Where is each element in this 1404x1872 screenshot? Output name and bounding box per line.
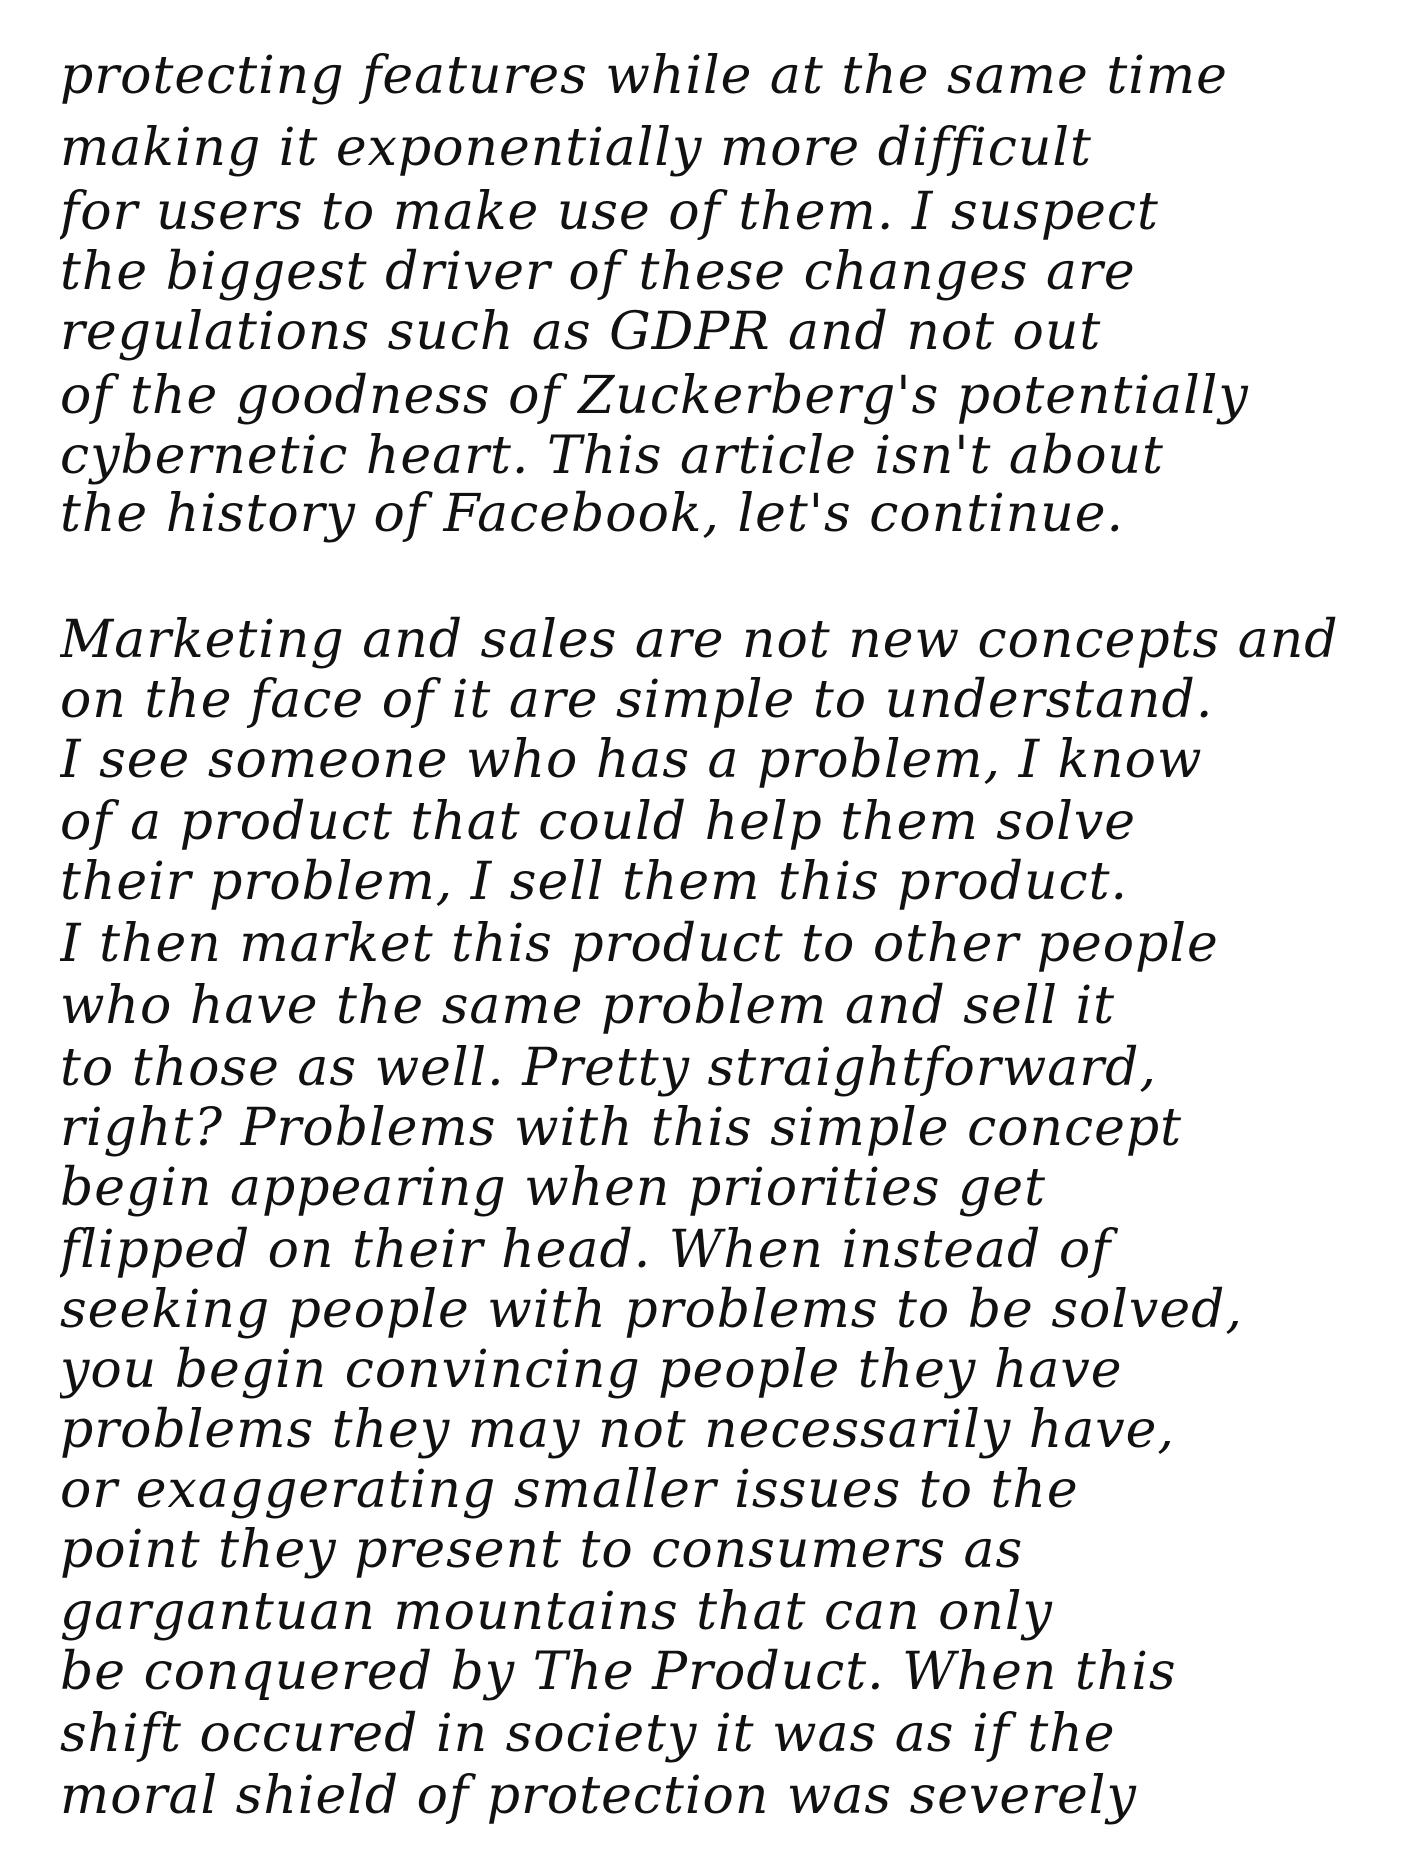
text-line: on the face of it are simple to understand. [60, 670, 1214, 730]
text-line: who have the same problem and sell it [60, 976, 1116, 1036]
text-line: problems they may not necessarily have, [60, 1400, 1175, 1460]
text-line: Marketing and sales are not new concepts and [60, 610, 1339, 670]
text-line: moral shield of protection was severely [60, 1766, 1137, 1826]
text-line: I see someone who has a problem, I know [60, 730, 1203, 790]
text-line: gargantuan mountains that can only [60, 1582, 1053, 1642]
text-line: seeking people with problems to be solved, [60, 1280, 1243, 1340]
text-line: shift occured in society it was as if the [60, 1704, 1116, 1764]
text-line: or exaggerating smaller issues to the [60, 1460, 1079, 1520]
text-line: their problem, I sell them this product. [60, 852, 1129, 912]
text-line: flipped on their head. When instead of [60, 1220, 1112, 1280]
text-line: I then market this product to other people [60, 914, 1219, 974]
text-line: to those as well. Pretty straightforward, [60, 1038, 1157, 1098]
text-line: protecting features while at the same time [60, 46, 1228, 106]
text-line: cybernetic heart. This article isn't about [60, 426, 1164, 486]
text-line: begin appearing when priorities get [60, 1158, 1046, 1218]
text-line: regulations such as GDPR and not out [60, 302, 1102, 362]
text-line: of the goodness of Zuckerberg's potentially [60, 366, 1249, 426]
text-line: the biggest driver of these changes are [60, 242, 1136, 302]
text-line: be conquered by The Product. When this [60, 1642, 1177, 1702]
text-line: of a product that could help them solve [60, 792, 1137, 852]
text-line: you begin convincing people they have [60, 1340, 1123, 1400]
text-line: for users to make use of them. I suspect [60, 182, 1159, 242]
text-line: point they present to consumers as [60, 1520, 1024, 1580]
text-line: right? Problems with this simple concept [60, 1098, 1183, 1158]
text-line: making it exponentially more difficult [60, 118, 1092, 178]
text-line: the history of Facebook, let's continue. [60, 484, 1125, 544]
